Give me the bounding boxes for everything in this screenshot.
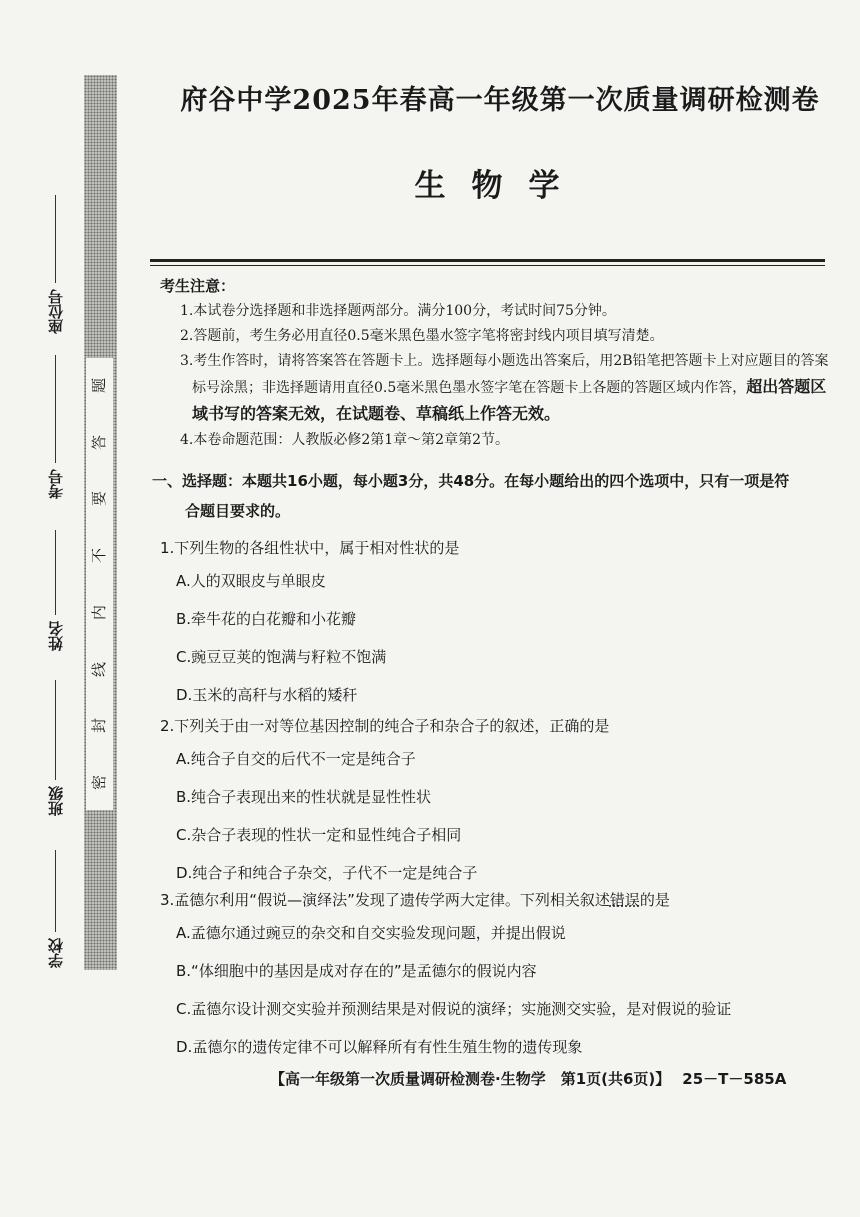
option-b[interactable]: B.牵牛花的白花瓣和小花瓣 (176, 610, 357, 628)
option-c[interactable]: C.豌豆豆荚的饱满与籽粒不饱满 (176, 648, 387, 666)
question-stem: 2.下列关于由一对等位基因控制的纯合子和杂合子的叙述，正确的是 (160, 717, 610, 735)
notice-item-4: 4.本卷命题范围：人教版必修2第1章～第2章第2节。 (180, 432, 509, 448)
section-heading (152, 466, 832, 526)
notice-item-2: 2.答题前，考生务必用直径0.5毫米黑色墨水签字笔将密封线内项目填写清楚。 (180, 328, 664, 344)
subject-title: 生物学 (414, 168, 586, 204)
exam-number-label: 考号 (46, 469, 65, 499)
question-stem: 1.下列生物的各组性状中，属于相对性状的是 (160, 539, 460, 557)
seal-char: 答 (89, 434, 108, 450)
question-stem-text: 3.孟德尔利用“假说—演绎法”发现了遗传学两大定律。下列相关叙述 (160, 891, 610, 909)
seal-char: 内 (89, 604, 108, 620)
question-stem-text-end: 的是 (639, 891, 670, 909)
seal-char: 题 (89, 377, 108, 394)
seal-char: 要 (89, 491, 108, 507)
name-field[interactable] (40, 530, 70, 651)
exam-number-field[interactable] (40, 355, 70, 499)
section-heading-line2: 合题目要求的。 (185, 502, 291, 520)
class-label: 班级 (46, 786, 65, 816)
option-d[interactable]: D.玉米的高秆与水稻的矮秆 (176, 686, 358, 704)
page-footer (270, 1068, 860, 1089)
name-label: 姓名 (46, 621, 65, 651)
option-c[interactable]: C.孟德尔设计测交实验并预测结果是对假说的演绎；实施测交实验，是对假说的验证 (176, 1000, 732, 1018)
option-c[interactable]: C.杂合子表现的性状一定和显性纯合子相同 (176, 826, 462, 844)
school-field[interactable] (40, 850, 70, 968)
option-a[interactable]: A.纯合子自交的后代不一定是纯合子 (176, 750, 416, 768)
seat-number-field[interactable] (40, 195, 70, 334)
notice-item-3-emphasis: 超出答题区域书写的答案无效，在试题卷、草稿纸上作答无效。 (192, 377, 827, 423)
notice-item-1: 1.本试卷分选择题和非选择题两部分。满分100分，考试时间75分钟。 (180, 303, 616, 319)
header-rule-thin (150, 265, 825, 266)
footer-text: 【高一年级第一次质量调研检测卷·生物学 第1页(共6页)】 (270, 1070, 671, 1088)
notice-title: 考生注意： (160, 277, 236, 295)
question-1 (160, 534, 830, 714)
notice-item-3 (160, 349, 830, 428)
seal-char: 密 (89, 774, 108, 790)
header-rule (150, 259, 825, 262)
option-d[interactable]: D.纯合子和纯合子杂交，子代不一定是纯合子 (176, 864, 478, 882)
section-heading-line1: 一、选择题：本题共16小题，每小题3分，共48分。在每小题给出的四个选项中，只有一项是符 (152, 472, 790, 490)
school-label: 学校 (46, 938, 65, 968)
question-stem (160, 886, 830, 914)
question-2 (160, 712, 830, 892)
option-b[interactable]: B.纯合子表现出来的性状就是显性性状 (176, 788, 432, 806)
option-a[interactable]: A.人的双眼皮与单眼皮 (176, 572, 326, 590)
seal-char: 封 (89, 718, 108, 734)
exam-title: 府谷中学2025年春高一年级第一次质量调研检测卷 (180, 85, 820, 116)
option-a[interactable]: A.孟德尔通过豌豆的杂交和自交实验发现问题，并提出假说 (176, 924, 566, 942)
seat-number-label: 座位号 (46, 289, 65, 334)
option-b[interactable]: B.“体细胞中的基因是成对存在的”是孟德尔的假说内容 (176, 962, 537, 980)
class-field[interactable] (40, 680, 70, 816)
question-stem-emphasis: 错误 (609, 891, 640, 909)
notice-item-3-text: 3.考生作答时，请将答案答在答题卡上。选择题每小题选出答案后，用2B铅笔把答题卡上对应题目的答案标号涂黑；非选择题请用直径0.5毫米黑色墨水签字笔在答题卡上各题的答题区域内作答， (180, 353, 829, 396)
seal-char: 线 (89, 661, 108, 677)
option-d[interactable]: D.孟德尔的遗传定律不可以解释所有有性生殖生物的遗传现象 (176, 1038, 583, 1056)
question-3 (160, 886, 830, 1066)
seal-line-notice (86, 358, 113, 810)
seal-char: 不 (89, 548, 108, 564)
candidate-notice (160, 274, 830, 453)
paper-code: 25－T－585A (682, 1070, 787, 1088)
